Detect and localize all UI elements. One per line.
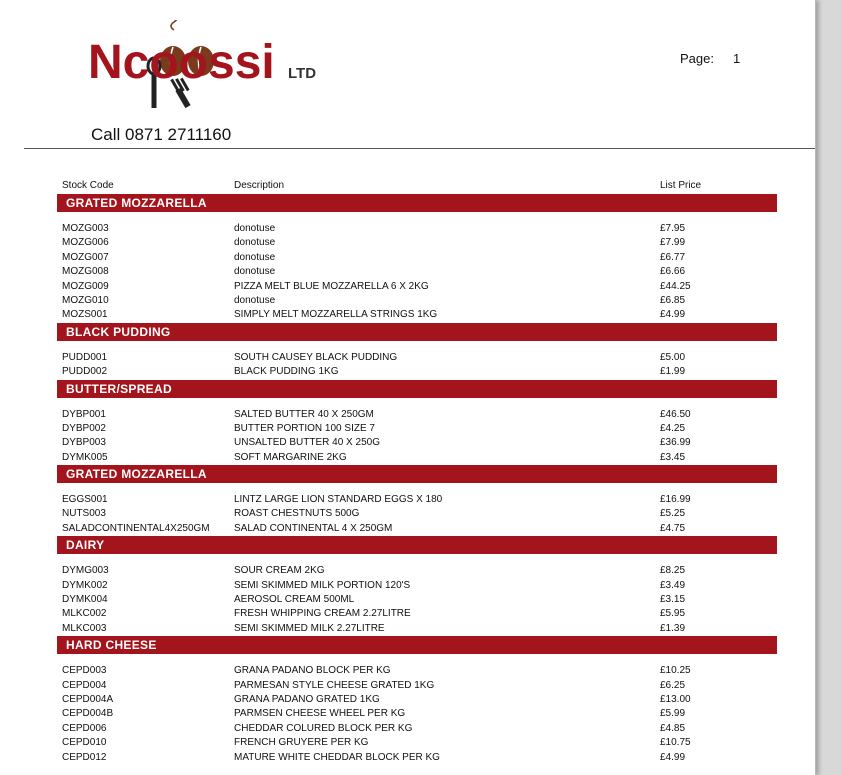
price-cell: £3.49: [660, 579, 686, 591]
description-cell: PIZZA MELT BLUE MOZZARELLA 6 X 2KG: [234, 280, 429, 292]
logo-graphic: [88, 20, 328, 115]
stock-code-cell: CEPD003: [62, 665, 107, 677]
steam-icon: [171, 20, 178, 30]
table-row: [57, 522, 777, 536]
logo-suffix: LTD: [288, 65, 317, 82]
table-row: [57, 451, 777, 465]
stock-code-cell: PUDD001: [62, 351, 108, 363]
table-row: [57, 751, 777, 765]
table-row: [57, 265, 777, 279]
price-cell: £6.77: [660, 251, 686, 263]
phone-number: Call 0871 2711160: [91, 125, 232, 144]
stock-code-cell: NUTS003: [62, 508, 106, 520]
description-cell: SEMI SKIMMED MILK PORTION 120'S: [234, 579, 411, 591]
description-cell: CHEDDAR COLURED BLOCK PER KG: [234, 722, 413, 734]
stock-code-cell: EGGS001: [62, 494, 108, 506]
description-cell: LINTZ LARGE LION STANDARD EGGS X 180: [234, 494, 443, 506]
table-row: [57, 579, 777, 593]
stock-code-cell: MOZG010: [62, 294, 109, 306]
category-header: BUTTER/SPREAD: [57, 380, 777, 398]
table-row: [57, 294, 777, 308]
description-cell: MATURE WHITE CHEDDAR BLOCK PER KG: [234, 751, 440, 763]
category-header: GRATED MOZZARELLA: [57, 465, 777, 483]
stock-code-cell: DYMK002: [62, 579, 108, 591]
table-row: [57, 664, 777, 678]
description-cell: donotuse: [234, 223, 276, 234]
price-cell: £5.00: [660, 351, 686, 363]
stock-code-cell: CEPD004: [62, 679, 107, 691]
price-cell: £16.99: [660, 494, 691, 506]
description-cell: FRESH WHIPPING CREAM 2.27LITRE: [234, 608, 411, 620]
page-label: Page:: [680, 51, 714, 66]
stock-code-cell: MOZG006: [62, 237, 109, 249]
stock-code-cell: DYBP001: [62, 408, 106, 420]
logo-wordmark: Ncoossi: [88, 36, 275, 89]
table-row: [57, 564, 777, 578]
description-cell: donotuse: [234, 251, 276, 263]
table-row: [57, 408, 777, 422]
stock-code-cell: MLKC002: [62, 608, 107, 620]
table-row: [57, 365, 777, 379]
description-cell: UNSALTED BUTTER 40 X 250G: [234, 437, 380, 449]
stock-code-cell: PUDD002: [62, 366, 108, 378]
price-cell: £10.25: [660, 665, 691, 677]
stock-code-cell: SALADCONTINENTAL4X250GM: [62, 522, 210, 534]
table-row: [57, 622, 777, 636]
table-row: [57, 707, 777, 721]
stock-code-cell: MOZG003: [62, 223, 109, 234]
stock-code-cell: MOZS001: [62, 309, 108, 321]
description-cell: donotuse: [234, 237, 276, 249]
stock-code-cell: MOZG009: [62, 280, 109, 292]
stock-code-cell: MLKC003: [62, 622, 107, 634]
column-header-stock-code: Stock Code: [62, 180, 114, 191]
category-header: GRATED MOZZARELLA: [57, 194, 777, 212]
description-cell: FRENCH GRUYERE PER KG: [234, 737, 369, 749]
description-cell: GRANA PADANO BLOCK PER KG: [234, 665, 391, 677]
stock-code-cell: DYBP002: [62, 422, 106, 434]
table-row: [57, 679, 777, 693]
price-cell: £6.85: [660, 294, 686, 306]
stock-code-cell: CEPD012: [62, 751, 107, 763]
price-cell: £10.75: [660, 737, 691, 749]
price-cell: £36.99: [660, 437, 691, 449]
description-cell: SEMI SKIMMED MILK 2.27LITRE: [234, 622, 385, 634]
table-row: [57, 236, 777, 250]
column-header-description: Description: [234, 180, 285, 191]
price-cell: £5.95: [660, 608, 686, 620]
description-cell: PARMESAN STYLE CHEESE GRATED 1KG: [234, 679, 435, 691]
price-list: [57, 194, 777, 765]
table-row: [57, 507, 777, 521]
column-header-list-price: List Price: [660, 180, 702, 191]
price-cell: £7.95: [660, 223, 686, 234]
price-cell: £4.25: [660, 422, 686, 434]
description-cell: AEROSOL CREAM 500ML: [234, 594, 355, 606]
table-row: [57, 607, 777, 621]
price-cell: £1.39: [660, 622, 686, 634]
price-cell: £3.15: [660, 594, 686, 606]
page-number: 1: [733, 51, 741, 66]
table-row: [57, 308, 777, 322]
category-header: DAIRY: [57, 536, 777, 554]
description-cell: SOUR CREAM 2KG: [234, 565, 325, 577]
table-row: [57, 722, 777, 736]
price-cell: £44.25: [660, 280, 691, 292]
price-cell: £4.75: [660, 522, 686, 534]
price-cell: £4.85: [660, 722, 686, 734]
description-cell: SOUTH CAUSEY BLACK PUDDING: [234, 351, 398, 363]
stock-code-cell: DYBP003: [62, 437, 106, 449]
table-row: [57, 280, 777, 294]
price-cell: £46.50: [660, 408, 691, 420]
description-cell: donotuse: [234, 266, 276, 278]
header-divider: [24, 148, 815, 149]
table-row: [57, 493, 777, 507]
price-cell: £5.99: [660, 708, 686, 720]
stock-code-cell: DYMG003: [62, 565, 109, 577]
table-row: [57, 693, 777, 707]
price-cell: £4.99: [660, 751, 686, 763]
price-cell: £8.25: [660, 565, 686, 577]
description-cell: ROAST CHESTNUTS 500G: [234, 508, 360, 520]
price-cell: £4.99: [660, 309, 686, 321]
category-header: BLACK PUDDING: [57, 323, 777, 341]
price-cell: £3.45: [660, 451, 686, 463]
stock-code-cell: CEPD006: [62, 722, 107, 734]
table-row: [57, 593, 777, 607]
table-row: [57, 251, 777, 265]
category-header: HARD CHEESE: [57, 636, 777, 654]
description-cell: BLACK PUDDING 1KG: [234, 366, 339, 378]
description-cell: PARMSEN CHEESE WHEEL PER KG: [234, 708, 406, 720]
stock-code-cell: CEPD004B: [62, 708, 114, 720]
table-row: [57, 422, 777, 436]
stock-code-cell: MOZG008: [62, 266, 109, 278]
stock-code-cell: CEPD004A: [62, 693, 114, 705]
price-cell: £6.66: [660, 266, 686, 278]
table-row: [57, 736, 777, 750]
description-cell: donotuse: [234, 294, 276, 306]
stock-code-cell: DYMK004: [62, 594, 108, 606]
stock-code-cell: DYMK005: [62, 451, 108, 463]
price-cell: £1.99: [660, 366, 686, 378]
table-row: [57, 351, 777, 365]
price-cell: £13.00: [660, 693, 691, 705]
description-cell: SOFT MARGARINE 2KG: [234, 451, 347, 463]
company-logo: [88, 20, 328, 115]
price-cell: £7.99: [660, 237, 686, 249]
table-row: [57, 222, 777, 236]
description-cell: SIMPLY MELT MOZZARELLA STRINGS 1KG: [234, 309, 438, 321]
description-cell: GRANA PADANO GRATED 1KG: [234, 693, 380, 705]
description-cell: SALTED BUTTER 40 X 250GM: [234, 408, 374, 420]
table-row: [57, 436, 777, 450]
stock-code-cell: MOZG007: [62, 251, 109, 263]
description-cell: BUTTER PORTION 100 SIZE 7: [234, 422, 375, 434]
description-cell: SALAD CONTINENTAL 4 X 250GM: [234, 522, 393, 534]
price-cell: £6.25: [660, 679, 686, 691]
price-cell: £5.25: [660, 508, 686, 520]
stock-code-cell: CEPD010: [62, 737, 107, 749]
